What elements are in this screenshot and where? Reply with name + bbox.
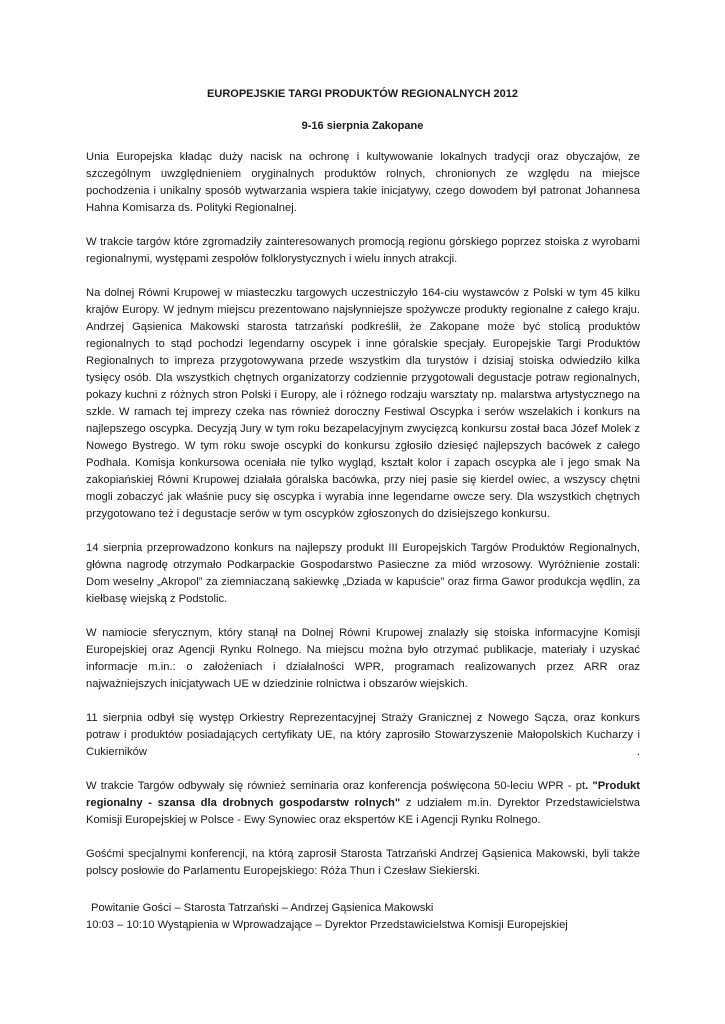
paragraph-info-tent: W namiocie sferycznym, który stanął na Dolnej Równi Krupowej znalazły się stoiska informacyjne Komisji Europejskiej oraz Agencji Rynku Rolnego. Na miejscu można było otrzymać publikacje, materiały i uzyskać informacje m.in.: o założeniach i działalności WPR, programach realizowanych przez ARR oraz najważniejszych inicjatywach UE w dziedzinie rolnictwa i obszarów wiejskich. — [86, 627, 640, 690]
paragraph-exhibitors: Na dolnej Równi Krupowej w miasteczku targowych uczestniczyło 164-ciu wystawców z Polski w tym 45 kilku krajów Europy. W jednym miejscu prezentowano najsłynniejsze spożywcze produkty regionalne z całego kraju. Andrzej Gąsienica Makowski starosta tatrzański podkreślił, że Zakopane może być stolicą produktów regionalnych to stąd pochodzi legendarny oscypek i inne góralskie specjały. Europejskie Targi Produktów Regionalnych to impreza przygotowywana przede wszystkim dla turystów i dzisiaj stoiska odwiedziło kilka tysięcy osób. Dla wszystkich chętnych organizatorzy codziennie przygotowali degustacje potraw regionalnych, pokazy kuchni z różnych stron Polski i Europy, ale i różnego rodzaju warsztaty np. malarstwa artystycznego na szkle. W ramach tej imprezy czeka nas również doroczny Festiwal Oscypka i serów wszelakich i konkurs na najlepszego oscypka. Decyzją Jury w tym roku bezapelacyjnym zwycięzcą konkursu został baca Józef Molek z Nowego Bystrego. W tym roku swoje oscypki do konkursu zgłosiło dziesięć najlepszych bacówek z całego Podhala. Komisja konkursowa oceniała nie tylko wygląd, kształt kolor i zapach oscypka ale i jego smak Na zakopiańskiej Równi Krupowej działała góralska bacówka, przy niej pasie się kierdel owiec, a wszyscy chętni mogli zobaczyć jak właśnie pucy się oscypka i wyrabia inne legendarne owcze sery. Dla wszystkich chętnych przygotowano też i degustacje serów w tym oscypków zgłoszonych do dzisiejszego konkursu. — [86, 287, 640, 520]
paragraph-seminars-text-after: z udziałem m.in. Dyrektor Przedstawicielstwa Komisji Europejskiej w Polsce - Ewy Synowiec oraz ekspertów KE i Agencji Rynku Rolnego. — [86, 797, 640, 826]
paragraph-orchestra-text: 11 sierpnia odbył się występ Orkiestry Reprezentacyjnej Straży Granicznej z Nowego Sącza, oraz konkurs potraw i produktów posiadających certyfikaty UE, na który zaprosiło Stowarzyszenie Małopolskich Kucharzy i Cukierników — [86, 712, 640, 758]
paragraph-eu-patronage: Unia Europejska kładąc duży nacisk na ochronę i kultywowanie lokalnych tradycji oraz obyczajów, ze szczególnym uwzględnieniem oryginalnych produktów rolnych, chronionych ze względu na miejsce pochodzenia i unikalny sposób wytwarzania wspiera takie inicjatywy, czego dowodem był patronat Johannesa Hahna Komisarza ds. Polityki Regionalnej. — [86, 151, 640, 214]
paragraph-seminars-bold-title: . "Produkt regionalny - szansa dla drobnych gospodarstw rolnych" — [86, 780, 640, 809]
document-body — [86, 149, 640, 934]
paragraph-seminars-text-before: W trakcie Targów odbywały się również seminaria oraz konferencja poświęcona 50-leciu WPR - pt — [86, 780, 586, 792]
paragraph-seminars — [86, 778, 640, 829]
paragraph-orchestra-end: . — [636, 746, 640, 758]
paragraph-special-guests: Gośćmi specjalnymi konferencji, na którą zaprosił Starosta Tatrzański Andrzej Gąsienica Makowski, byli także polscy posłowie do Parlamentu Europejskiego: Róża Thun i Czesław Siekierski. — [86, 848, 640, 877]
schedule-item-introduction: 10:03 – 10:10 Wystąpienia w Wprowadzające – Dyrektor Przedstawicielstwa Komisji Europejskiej — [86, 919, 568, 931]
schedule-item-welcome: Powitanie Gości – Starosta Tatrzański – Andrzej Gąsienica Makowski — [91, 902, 434, 914]
document-title: EUROPEJSKIE TARGI PRODUKTÓW REGIONALNYCH 2012 — [207, 88, 518, 100]
paragraph-orchestra — [86, 710, 640, 761]
paragraph-competition-results: 14 sierpnia przeprowadzono konkurs na najlepszy produkt III Europejskich Targów Produktów Regionalnych, główna nagrodę otrzymało Podkarpackie Gospodarstwo Pasieczne za miód wrzosowy. Wyróżnienie zostali: Dom weselny „Akropol” za ziemniaczaną sakiewkę „Dziada w kapuście” oraz firma Gawor produkcja wędlin, za kiełbasę wiejską z Podstolic. — [86, 542, 640, 605]
document-subtitle: 9-16 sierpnia Zakopane — [301, 120, 424, 132]
paragraph-fair-overview: W trakcie targów które zgromadziły zainteresowanych promocją regionu górskiego poprzez stoiska z wyrobami regionalnymi, występami zespołów folklorystycznych i wielu innych atrakcji. — [86, 236, 640, 265]
